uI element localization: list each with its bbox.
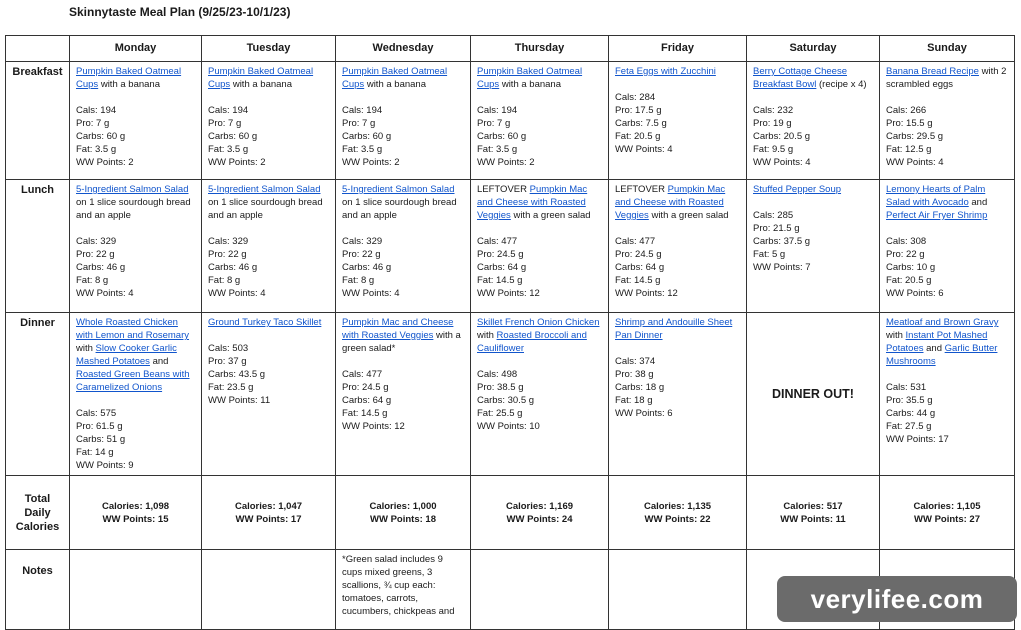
nutrition-line: Cals: 477	[342, 369, 383, 380]
nutrition-line: Pro: 38 g	[615, 369, 654, 380]
nutrition-line: WW Points: 4	[886, 157, 944, 168]
meal-description	[615, 316, 740, 342]
row-label-breakfast: Breakfast	[6, 62, 70, 180]
nutrition-line: Carbs: 20.5 g	[753, 131, 811, 142]
nutrition-facts	[477, 104, 602, 169]
meal-description	[753, 65, 873, 91]
total-calories: Calories: 1,047	[234, 500, 303, 512]
dinner-cell-thursday	[471, 313, 609, 476]
nutrition-line: Fat: 14 g	[76, 447, 114, 458]
nutrition-line: Cals: 194	[76, 105, 117, 116]
nutrition-line: Pro: 38.5 g	[477, 382, 524, 393]
meal-description	[76, 316, 195, 394]
nutrition-line: Carbs: 30.5 g	[477, 395, 535, 406]
nutrition-line: Cals: 232	[753, 105, 794, 116]
nutrition-line: Carbs: 7.5 g	[615, 118, 667, 129]
meal-text: with a green salad	[648, 210, 729, 221]
nutrition-line: Carbs: 64 g	[615, 262, 665, 273]
nutrition-line: WW Points: 6	[886, 288, 944, 299]
nutrition-line: Carbs: 60 g	[208, 131, 258, 142]
breakfast-cell-saturday	[747, 62, 880, 180]
nutrition-line: Carbs: 64 g	[342, 395, 392, 406]
recipe-link[interactable]: Stuffed Pepper Soup	[753, 184, 842, 195]
total-cell-friday	[609, 476, 747, 550]
breakfast-cell-thursday	[471, 62, 609, 180]
nutrition-line: Cals: 329	[208, 236, 249, 247]
nutrition-line: Carbs: 51 g	[76, 434, 126, 445]
notes-cell-monday	[70, 550, 202, 630]
dinner-cell-saturday	[747, 313, 880, 476]
total-ww-points: WW Points: 22	[644, 513, 711, 525]
meal-text: LEFTOVER	[615, 184, 668, 195]
day-header-saturday: Saturday	[747, 36, 880, 62]
nutrition-facts	[615, 235, 740, 300]
nutrition-line: Cals: 503	[208, 343, 249, 354]
nutrition-line: Fat: 14.5 g	[615, 275, 661, 286]
nutrition-line: Carbs: 18 g	[615, 382, 665, 393]
nutrition-line: Cals: 531	[886, 382, 927, 393]
document-title: Skinnytaste Meal Plan (9/25/23-10/1/23)	[69, 5, 291, 19]
meal-text: and	[968, 197, 988, 208]
nutrition-line: Pro: 24.5 g	[342, 382, 389, 393]
nutrition-line: WW Points: 12	[477, 288, 540, 299]
nutrition-line: Fat: 9.5 g	[753, 144, 794, 155]
recipe-link[interactable]: Skillet French Onion Chicken	[477, 317, 600, 328]
nutrition-line: Pro: 7 g	[208, 118, 242, 129]
nutrition-facts	[208, 235, 329, 300]
meal-text: on 1 slice sourdough bread and an apple	[208, 197, 323, 221]
nutrition-line: Pro: 24.5 g	[615, 249, 662, 260]
total-calories: Calories: 1,105	[913, 500, 981, 512]
recipe-link[interactable]: Banana Bread Recipe	[886, 66, 979, 77]
total-cell-sunday	[880, 476, 1015, 550]
watermark: verylifee.com	[777, 576, 1017, 622]
lunch-row	[6, 180, 1015, 313]
nutrition-line: Pro: 21.5 g	[753, 223, 800, 234]
row-label-total-line: Total	[24, 492, 51, 505]
meal-text: with a banana	[230, 79, 292, 90]
nutrition-line: WW Points: 7	[753, 262, 811, 273]
notes-cell-friday	[609, 550, 747, 630]
meal-description	[477, 316, 602, 355]
nutrition-line: Pro: 7 g	[477, 118, 511, 129]
recipe-link[interactable]: Slow Cooker Garlic Mashed Potatoes	[76, 343, 177, 367]
lunch-cell-saturday	[747, 180, 880, 313]
notes-cell-thursday	[471, 550, 609, 630]
nutrition-line: WW Points: 9	[76, 460, 134, 471]
notes-cell-tuesday	[202, 550, 336, 630]
nutrition-line: WW Points: 4	[208, 288, 266, 299]
nutrition-line: Fat: 5 g	[753, 249, 786, 260]
meal-description	[208, 183, 329, 222]
nutrition-line: Fat: 23.5 g	[208, 382, 254, 393]
meal-text: with a green salad	[510, 210, 591, 221]
corner-cell	[6, 36, 70, 62]
meal-text: on 1 slice sourdough bread and an apple	[342, 197, 457, 221]
meal-text: on 1 slice sourdough bread and an apple	[76, 197, 191, 221]
nutrition-line: Cals: 194	[477, 105, 518, 116]
nutrition-line: Carbs: 37.5 g	[753, 236, 811, 247]
meal-description	[615, 65, 740, 78]
lunch-cell-friday	[609, 180, 747, 313]
total-ww-points: WW Points: 11	[780, 513, 846, 525]
nutrition-line: Fat: 8 g	[76, 275, 109, 286]
meal-description	[208, 316, 329, 329]
nutrition-line: WW Points: 12	[615, 288, 678, 299]
nutrition-line: Carbs: 46 g	[208, 262, 258, 273]
day-header-friday: Friday	[609, 36, 747, 62]
nutrition-line: Fat: 14.5 g	[342, 408, 388, 419]
row-label-total	[6, 476, 70, 550]
nutrition-line: Pro: 24.5 g	[477, 249, 524, 260]
day-header-monday: Monday	[70, 36, 202, 62]
nutrition-line: Carbs: 46 g	[76, 262, 126, 273]
total-ww-points: WW Points: 18	[370, 513, 436, 525]
recipe-link[interactable]: 5-Ingredient Salmon Salad	[342, 184, 455, 195]
nutrition-line: Fat: 14.5 g	[477, 275, 523, 286]
breakfast-cell-friday	[609, 62, 747, 180]
nutrition-line: WW Points: 2	[477, 157, 535, 168]
nutrition-line: Pro: 37 g	[208, 356, 247, 367]
total-calories: Calories: 1,098	[101, 500, 170, 512]
nutrition-line: Cals: 308	[886, 236, 927, 247]
dinner-cell-sunday	[880, 313, 1015, 476]
nutrition-line: WW Points: 11	[208, 395, 271, 406]
nutrition-line: Carbs: 64 g	[477, 262, 527, 273]
nutrition-line: Pro: 7 g	[342, 118, 376, 129]
recipe-link[interactable]: 5-Ingredient Salmon Salad	[76, 184, 189, 195]
nutrition-line: Pro: 17.5 g	[615, 105, 662, 116]
nutrition-line: WW Points: 4	[342, 288, 400, 299]
nutrition-line: Pro: 22 g	[208, 249, 247, 260]
meal-text: with 2 scrambled eggs	[886, 66, 1007, 90]
notes-cell-wednesday	[336, 550, 471, 630]
recipe-link[interactable]: Roasted Green Beans with Caramelized Onions	[76, 369, 190, 393]
nutrition-line: Fat: 18 g	[615, 395, 653, 406]
nutrition-line: WW Points: 6	[615, 408, 673, 419]
nutrition-line: WW Points: 17	[886, 434, 949, 445]
nutrition-line: Fat: 3.5 g	[477, 144, 518, 155]
meal-description	[886, 316, 1008, 368]
breakfast-cell-monday	[70, 62, 202, 180]
nutrition-facts	[76, 104, 195, 169]
meal-description	[886, 183, 1008, 222]
meal-description	[886, 65, 1008, 91]
recipe-link[interactable]: Shrimp and Andouille Sheet Pan Dinner	[615, 317, 733, 341]
breakfast-cell-sunday	[880, 62, 1015, 180]
meal-text: with a banana	[98, 79, 160, 90]
nutrition-line: Pro: 22 g	[342, 249, 381, 260]
dinner-cell-wednesday	[336, 313, 471, 476]
nutrition-line: Cals: 575	[76, 408, 117, 419]
nutrition-line: Carbs: 44 g	[886, 408, 936, 419]
day-header-wednesday: Wednesday	[336, 36, 471, 62]
row-label-total-line: Calories	[15, 520, 60, 533]
lunch-cell-thursday	[471, 180, 609, 313]
recipe-link[interactable]: Meatloaf and Brown Gravy	[886, 317, 999, 328]
nutrition-line: Cals: 194	[208, 105, 249, 116]
nutrition-facts	[886, 235, 1008, 300]
recipe-link[interactable]: Pumpkin Baked Oatmeal Cups	[76, 66, 182, 90]
nutrition-line: Pro: 35.5 g	[886, 395, 933, 406]
nutrition-facts	[208, 342, 329, 407]
nutrition-facts	[886, 381, 1008, 446]
row-label-total-line: Daily	[24, 506, 51, 519]
recipe-link[interactable]: Berry Cottage Cheese Breakfast Bowl	[753, 66, 847, 90]
meal-description	[477, 65, 602, 91]
nutrition-line: Carbs: 43.5 g	[208, 369, 266, 380]
meal-text: and	[149, 356, 169, 367]
nutrition-facts	[477, 368, 602, 433]
dinner-out-label: DINNER OUT!	[772, 386, 854, 401]
nutrition-facts	[342, 104, 464, 169]
meal-description	[342, 316, 464, 355]
nutrition-line: WW Points: 4	[76, 288, 134, 299]
row-label-notes: Notes	[6, 550, 70, 630]
meal-text: with	[477, 330, 497, 341]
nutrition-facts	[76, 235, 195, 300]
recipe-link[interactable]: Roasted Broccoli and Cauliflower	[477, 330, 587, 354]
meal-plan-table	[5, 35, 1015, 630]
nutrition-line: Carbs: 60 g	[76, 131, 126, 142]
total-row	[6, 476, 1015, 550]
meal-text: with	[886, 330, 906, 341]
recipe-link[interactable]: Garlic Butter Mushrooms	[886, 343, 998, 367]
nutrition-line: Cals: 266	[886, 105, 927, 116]
meal-text: (recipe x 4)	[816, 79, 867, 90]
recipe-link[interactable]: Instant Pot Mashed Potatoes	[886, 330, 988, 354]
nutrition-line: Carbs: 60 g	[477, 131, 527, 142]
total-calories: Calories: 1,169	[505, 500, 574, 512]
nutrition-line: Fat: 12.5 g	[886, 144, 932, 155]
recipe-link[interactable]: Feta Eggs with Zucchini	[615, 66, 716, 77]
recipe-link[interactable]: Perfect Air Fryer Shrimp	[886, 210, 988, 221]
nutrition-line: Cals: 284	[615, 92, 656, 103]
breakfast-cell-wednesday	[336, 62, 471, 180]
nutrition-line: Pro: 7 g	[76, 118, 110, 129]
nutrition-line: Fat: 20.5 g	[886, 275, 932, 286]
nutrition-facts	[477, 235, 602, 300]
meal-text: with a banana	[364, 79, 426, 90]
nutrition-line: WW Points: 12	[342, 421, 405, 432]
nutrition-line: Pro: 61.5 g	[76, 421, 123, 432]
nutrition-line: Carbs: 10 g	[886, 262, 936, 273]
lunch-cell-monday	[70, 180, 202, 313]
nutrition-line: Cals: 477	[615, 236, 656, 247]
day-header-thursday: Thursday	[471, 36, 609, 62]
nutrition-line: WW Points: 10	[477, 421, 540, 432]
meal-description	[342, 183, 464, 222]
total-calories: Calories: 1,000	[369, 500, 437, 512]
nutrition-line: Fat: 3.5 g	[208, 144, 249, 155]
meal-text: LEFTOVER	[477, 184, 530, 195]
recipe-link[interactable]: Ground Turkey Taco Skillet	[208, 317, 322, 328]
nutrition-line: Carbs: 60 g	[342, 131, 392, 142]
nutrition-line: Fat: 8 g	[208, 275, 241, 286]
total-ww-points: WW Points: 17	[235, 513, 302, 525]
nutrition-line: Cals: 194	[342, 105, 383, 116]
meal-description	[208, 65, 329, 91]
dinner-cell-monday	[70, 313, 202, 476]
nutrition-line: WW Points: 4	[615, 144, 673, 155]
nutrition-facts	[753, 104, 873, 169]
total-cell-wednesday	[336, 476, 471, 550]
nutrition-facts	[615, 91, 740, 156]
recipe-link[interactable]: Whole Roasted Chicken with Lemon and Rosemary	[76, 317, 189, 341]
nutrition-line: Cals: 285	[753, 210, 794, 221]
total-cell-tuesday	[202, 476, 336, 550]
nutrition-line: Pro: 22 g	[76, 249, 115, 260]
nutrition-line: Pro: 22 g	[886, 249, 925, 260]
meal-text: with	[76, 343, 96, 354]
recipe-link[interactable]: Pumpkin Baked Oatmeal Cups	[342, 66, 448, 90]
nutrition-line: WW Points: 4	[753, 157, 811, 168]
dinner-cell-friday	[609, 313, 747, 476]
meal-description	[753, 183, 873, 196]
total-calories: Calories: 1,135	[643, 500, 712, 512]
nutrition-facts	[886, 104, 1008, 169]
nutrition-line: Fat: 20.5 g	[615, 131, 661, 142]
nutrition-facts	[342, 235, 464, 300]
nutrition-line: WW Points: 2	[342, 157, 400, 168]
recipe-link[interactable]: Pumpkin Mac and Cheese with Roasted Veggies	[477, 184, 588, 221]
meal-description	[342, 65, 464, 91]
nutrition-facts	[208, 104, 329, 169]
meal-description	[615, 183, 740, 222]
nutrition-facts	[753, 209, 873, 274]
row-label-dinner: Dinner	[6, 313, 70, 476]
recipe-link[interactable]: 5-Ingredient Salmon Salad	[208, 184, 321, 195]
nutrition-line: WW Points: 2	[76, 157, 134, 168]
lunch-cell-sunday	[880, 180, 1015, 313]
total-ww-points: WW Points: 24	[506, 513, 573, 525]
nutrition-line: Fat: 3.5 g	[342, 144, 383, 155]
meal-text: and	[923, 343, 945, 354]
nutrition-line: Pro: 19 g	[753, 118, 792, 129]
nutrition-line: Fat: 27.5 g	[886, 421, 932, 432]
meal-description	[76, 183, 195, 222]
meal-description	[76, 65, 195, 91]
lunch-cell-wednesday	[336, 180, 471, 313]
recipe-link[interactable]: Pumpkin Baked Oatmeal Cups	[208, 66, 314, 90]
nutrition-line: Fat: 25.5 g	[477, 408, 523, 419]
nutrition-line: Cals: 374	[615, 356, 656, 367]
nutrition-line: Carbs: 29.5 g	[886, 131, 944, 142]
note-text: *Green salad includes 9 cups mixed greens, 3 scallions, ¾ cup each: tomatoes, carrots, cucumbers, chickpeas and	[342, 554, 455, 617]
nutrition-line: Pro: 15.5 g	[886, 118, 933, 129]
dinner-cell-tuesday	[202, 313, 336, 476]
total-ww-points: WW Points: 27	[914, 513, 980, 525]
total-cell-monday	[70, 476, 202, 550]
recipe-link[interactable]: Pumpkin Mac and Cheese with Roasted Veggies	[615, 184, 726, 221]
recipe-link[interactable]: Pumpkin Baked Oatmeal Cups	[477, 66, 583, 90]
nutrition-line: Cals: 477	[477, 236, 518, 247]
meal-text: with a banana	[499, 79, 561, 90]
header-row	[6, 36, 1015, 62]
breakfast-cell-tuesday	[202, 62, 336, 180]
nutrition-line: Cals: 498	[477, 369, 518, 380]
total-calories: Calories: 517	[783, 500, 843, 512]
nutrition-line: Fat: 8 g	[342, 275, 375, 286]
meal-text: with a green salad*	[342, 330, 461, 354]
nutrition-line: Cals: 329	[342, 236, 383, 247]
nutrition-facts	[342, 368, 464, 433]
total-cell-thursday	[471, 476, 609, 550]
meal-description	[477, 183, 602, 222]
dinner-row	[6, 313, 1015, 476]
day-header-tuesday: Tuesday	[202, 36, 336, 62]
lunch-cell-tuesday	[202, 180, 336, 313]
breakfast-row	[6, 62, 1015, 180]
nutrition-facts	[76, 407, 195, 472]
nutrition-line: Cals: 329	[76, 236, 117, 247]
total-ww-points: WW Points: 15	[102, 513, 169, 525]
nutrition-line: Fat: 3.5 g	[76, 144, 117, 155]
total-cell-saturday	[747, 476, 880, 550]
day-header-sunday: Sunday	[880, 36, 1015, 62]
row-label-lunch: Lunch	[6, 180, 70, 313]
nutrition-facts	[615, 355, 740, 420]
nutrition-line: Carbs: 46 g	[342, 262, 392, 273]
nutrition-line: WW Points: 2	[208, 157, 266, 168]
recipe-link[interactable]: Lemony Hearts of Palm Salad with Avocado	[886, 184, 986, 208]
recipe-link[interactable]: Pumpkin Mac and Cheese with Roasted Veggies	[342, 317, 454, 341]
